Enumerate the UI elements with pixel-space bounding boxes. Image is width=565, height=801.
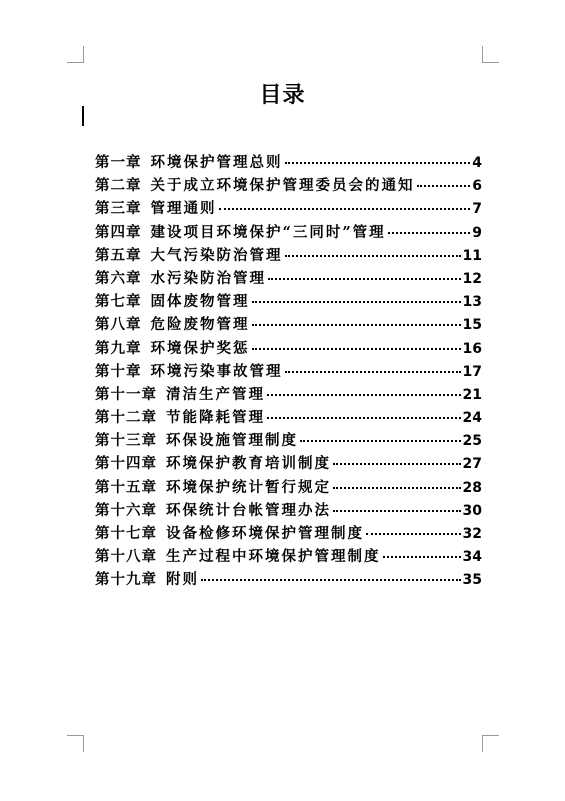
toc-entry-title: 环境保护奖惩 — [150, 339, 250, 357]
toc-entry[interactable] — [95, 476, 482, 499]
toc-entry-title: 关于成立环境保护管理委员会的通知 — [150, 177, 415, 195]
toc-chapter: 第十四章 — [95, 455, 157, 473]
toc-entry-title: 管理通则 — [150, 200, 217, 218]
toc-leader — [333, 463, 461, 465]
toc-entry[interactable] — [95, 545, 482, 568]
toc-chapter: 第九章 — [95, 339, 142, 357]
toc-entry[interactable] — [95, 337, 482, 360]
toc-leader — [252, 348, 461, 350]
toc-chapter: 第一章 — [95, 154, 142, 171]
toc-entry-title: 环保统计台帐管理办法 — [166, 501, 331, 519]
toc-entry[interactable] — [95, 522, 482, 545]
toc-page-number: 21 — [462, 386, 482, 403]
toc-leader — [388, 232, 471, 234]
toc-entry[interactable] — [95, 244, 482, 267]
toc-leader — [201, 579, 461, 581]
toc-page-number: 35 — [462, 572, 482, 589]
toc-entry-title: 环境污染事故管理 — [150, 362, 283, 380]
toc-page-number: 11 — [462, 247, 482, 264]
toc-chapter: 第六章 — [95, 269, 142, 287]
toc-page-number: 7 — [472, 201, 482, 218]
toc-chapter: 第五章 — [95, 246, 142, 264]
toc-leader — [300, 440, 461, 442]
toc-page-number: 34 — [462, 549, 482, 566]
toc-leader — [252, 301, 461, 303]
toc-chapter: 第十章 — [95, 362, 142, 380]
toc-page-number: 15 — [462, 317, 482, 334]
toc-page-number: 32 — [462, 526, 482, 542]
crop-mark-bottom-left — [67, 735, 84, 752]
toc-entry[interactable] — [95, 174, 482, 197]
toc-chapter: 第十三章 — [95, 432, 157, 450]
toc-entry-title: 水污染防治管理 — [150, 269, 266, 287]
crop-mark-top-left — [67, 46, 84, 63]
toc-page-number: 4 — [472, 155, 482, 171]
toc-entry-title: 环境保护统计暂行规定 — [166, 478, 331, 496]
toc-entry-title: 生产过程中环境保护管理制度 — [166, 548, 381, 566]
toc-chapter: 第十一章 — [95, 385, 157, 403]
toc-leader — [285, 371, 461, 373]
toc-entry-title: 环境保护教育培训制度 — [166, 455, 331, 473]
toc-chapter: 第十九章 — [95, 571, 157, 589]
toc-page-number: 13 — [462, 294, 482, 311]
toc-leader — [333, 487, 461, 489]
toc-leader — [267, 417, 461, 419]
toc-entry-title: 环境保护管理总则 — [150, 154, 283, 171]
toc-chapter: 第十五章 — [95, 478, 157, 496]
toc-entry[interactable] — [95, 499, 482, 522]
toc-entry-title: 建设项目环境保护“三同时”管理 — [150, 223, 386, 241]
toc-page-number: 17 — [462, 363, 482, 380]
toc-entry[interactable] — [95, 429, 482, 452]
toc-entry[interactable] — [95, 360, 482, 383]
toc-leader — [417, 185, 471, 187]
toc-entry-title: 危险废物管理 — [150, 316, 250, 334]
toc-chapter: 第八章 — [95, 316, 142, 334]
toc-leader — [267, 394, 461, 396]
toc-page-number: 16 — [462, 340, 482, 357]
toc-entry[interactable] — [95, 406, 482, 429]
toc-entry[interactable] — [95, 568, 482, 591]
table-of-contents — [95, 151, 482, 592]
toc-page-number: 30 — [462, 502, 482, 519]
toc-leader — [252, 324, 461, 326]
toc-entry-title: 附则 — [166, 571, 199, 589]
toc-leader — [383, 556, 461, 558]
toc-page-number: 27 — [462, 456, 482, 473]
toc-entry[interactable] — [95, 267, 482, 290]
toc-entry-title: 环保设施管理制度 — [166, 432, 298, 450]
toc-page-number: 12 — [462, 270, 482, 287]
toc-chapter: 第十七章 — [95, 525, 157, 542]
toc-entry[interactable] — [95, 383, 482, 406]
toc-entry-title: 固体废物管理 — [150, 293, 250, 311]
toc-entry[interactable] — [95, 151, 482, 174]
toc-entry[interactable] — [95, 197, 482, 220]
toc-leader — [219, 208, 471, 210]
toc-entry[interactable] — [95, 290, 482, 313]
toc-chapter: 第四章 — [95, 223, 142, 241]
toc-leader — [333, 510, 461, 512]
crop-mark-bottom-right — [482, 735, 499, 752]
crop-mark-top-right — [482, 46, 499, 63]
toc-leader — [285, 255, 461, 257]
toc-title: 目录 — [259, 82, 306, 108]
toc-entry[interactable] — [95, 313, 482, 336]
toc-page-number: 25 — [462, 433, 482, 450]
toc-page-number: 6 — [472, 178, 482, 195]
toc-entry-title: 大气污染防治管理 — [150, 246, 283, 264]
toc-entry-title: 设备检修环境保护管理制度 — [166, 525, 364, 542]
toc-chapter: 第七章 — [95, 293, 142, 311]
toc-leader — [285, 162, 471, 164]
toc-chapter: 第十六章 — [95, 501, 157, 519]
toc-page-number: 9 — [472, 224, 482, 241]
toc-chapter: 第十二章 — [95, 409, 157, 427]
toc-page-number: 28 — [462, 479, 482, 496]
toc-entry-title: 节能降耗管理 — [166, 409, 265, 427]
toc-chapter: 第十八章 — [95, 548, 157, 566]
toc-entry-title: 清洁生产管理 — [166, 385, 265, 403]
text-cursor — [82, 106, 84, 126]
toc-chapter: 第三章 — [95, 200, 142, 218]
toc-page-number: 24 — [462, 410, 482, 427]
toc-leader — [366, 533, 461, 535]
toc-entry[interactable] — [95, 452, 482, 475]
toc-leader — [268, 278, 461, 280]
toc-chapter: 第二章 — [95, 177, 142, 195]
toc-entry[interactable] — [95, 221, 482, 244]
